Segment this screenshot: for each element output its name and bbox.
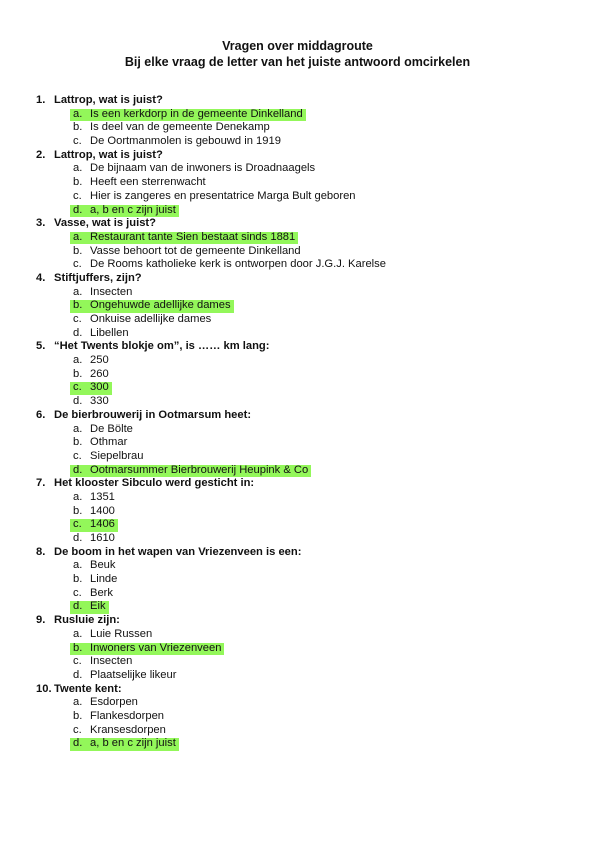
option-letter: d.: [73, 532, 83, 544]
option-letter: b.: [73, 244, 83, 257]
question-text: Lattrop, wat is juist?: [54, 148, 163, 161]
answer-option[interactable]: [0, 176, 595, 190]
answer-option-correct[interactable]: [0, 464, 595, 478]
answer-option[interactable]: [0, 559, 595, 573]
option-text: Berk: [90, 586, 114, 599]
answer-option[interactable]: [0, 395, 595, 409]
answer-option[interactable]: [0, 354, 595, 368]
question-item: [0, 149, 595, 217]
question-title: [0, 409, 595, 423]
option-letter: a.: [73, 627, 83, 640]
option-letter: a.: [73, 162, 83, 175]
answer-option[interactable]: [0, 724, 595, 738]
question-number: 8.: [36, 545, 46, 558]
option-text: Kransesdorpen: [90, 723, 166, 736]
option-text: De Rooms katholieke kerk is ontworpen door J.G.J. Karelse: [90, 258, 386, 271]
question-text: De boom in het wapen van Vriezenveen is een:: [54, 545, 302, 558]
option-text: Othmar: [90, 436, 128, 449]
answer-option[interactable]: [0, 368, 595, 382]
question-number: 10.: [36, 682, 52, 695]
option-letter: d.: [73, 600, 83, 613]
option-text: Siepelbrau: [90, 449, 144, 462]
answer-option[interactable]: [0, 258, 595, 272]
question-item: [0, 546, 595, 614]
option-text: Plaatselijke likeur: [90, 668, 177, 681]
answer-option-correct[interactable]: [0, 381, 595, 395]
answer-option[interactable]: [0, 162, 595, 176]
option-text: Onkuise adellijke dames: [90, 313, 212, 325]
answer-option[interactable]: [0, 505, 595, 519]
question-item: [0, 614, 595, 682]
option-text: a, b en c zijn juist: [90, 737, 176, 750]
option-text: 250: [90, 354, 109, 367]
option-text: Restaurant tante Sien bestaat sinds 1881: [90, 230, 296, 243]
answer-option[interactable]: [0, 135, 595, 149]
option-text: 1351: [90, 490, 115, 503]
question-title: [0, 94, 595, 108]
option-letter: a.: [73, 107, 83, 120]
option-letter: c.: [73, 258, 82, 271]
answer-option[interactable]: [0, 436, 595, 450]
option-letter: a.: [73, 696, 83, 709]
question-text: Twente kent:: [54, 682, 122, 695]
question-number: 4.: [36, 271, 46, 284]
option-letter: d.: [73, 668, 83, 681]
option-letter: b.: [73, 176, 83, 189]
document-subtitle: Bij elke vraag de letter van het juiste antwoord omcirkelen: [124, 55, 471, 69]
answer-option-correct[interactable]: [0, 737, 595, 751]
option-letter: b.: [73, 709, 83, 722]
option-text: Insecten: [90, 285, 133, 298]
answer-option-correct[interactable]: [0, 600, 595, 614]
option-text: 260: [90, 367, 109, 380]
option-letter: c.: [73, 381, 82, 394]
question-number: 2.: [36, 148, 46, 161]
option-text: De bijnaam van de inwoners is Droadnaagels: [90, 162, 316, 175]
option-text: Insecten: [90, 655, 133, 668]
answer-option-correct[interactable]: [0, 108, 595, 122]
question-item: [0, 409, 595, 477]
option-letter: a.: [73, 559, 83, 572]
option-text: Heeft een sterrenwacht: [90, 176, 206, 189]
option-letter: a.: [73, 230, 83, 243]
option-text: 1406: [90, 518, 115, 531]
question-title: [0, 546, 595, 560]
option-text: Is deel van de gemeente Denekamp: [90, 121, 270, 134]
option-text: 1400: [90, 504, 115, 517]
option-letter: b.: [73, 299, 83, 312]
question-number: 7.: [36, 477, 46, 490]
option-text: Flankesdorpen: [90, 709, 165, 722]
option-letter: b.: [73, 504, 83, 517]
question-text: Stiftjuffers, zijn?: [54, 271, 142, 284]
answer-option-correct[interactable]: [0, 518, 595, 532]
option-letter: a.: [73, 285, 83, 298]
answer-option[interactable]: [0, 573, 595, 587]
option-text: Is een kerkdorp in de gemeente Dinkelland: [90, 107, 303, 120]
answer-option[interactable]: [0, 655, 595, 669]
option-letter: c.: [73, 313, 82, 325]
option-text: a, b en c zijn juist: [90, 203, 176, 216]
question-number: 5.: [36, 340, 46, 353]
option-letter: c.: [73, 449, 82, 462]
option-letter: b.: [73, 641, 83, 654]
option-letter: b.: [73, 573, 83, 586]
option-letter: d.: [73, 203, 83, 216]
option-letter: a.: [73, 354, 83, 367]
option-text: Ongehuwde adellijke dames: [90, 299, 231, 312]
option-letter: c.: [73, 518, 82, 531]
answer-option[interactable]: [0, 587, 595, 601]
question-title: [0, 149, 595, 163]
option-letter: d.: [73, 395, 83, 408]
question-item: [0, 94, 595, 149]
answer-option[interactable]: [0, 423, 595, 437]
option-text: Beuk: [90, 559, 116, 572]
answer-option[interactable]: [0, 245, 595, 259]
option-letter: c.: [73, 189, 82, 202]
option-letter: c.: [73, 723, 82, 736]
option-text: Hier is zangeres en presentatrice Marga Bult geboren: [90, 189, 356, 202]
option-letter: a.: [73, 490, 83, 503]
answer-option-correct[interactable]: [0, 204, 595, 218]
question-text: Lattrop, wat is juist?: [54, 94, 163, 106]
option-text: Esdorpen: [90, 696, 138, 709]
option-letter: d.: [73, 463, 83, 476]
question-text: Het klooster Sibculo werd gesticht in:: [54, 477, 255, 490]
question-item: [0, 272, 595, 340]
answer-option[interactable]: [0, 286, 595, 300]
question-item: [0, 477, 595, 545]
question-text: “Het Twents blokje om”, is …… km lang:: [54, 340, 270, 353]
question-number: 1.: [36, 94, 46, 106]
option-text: Inwoners van Vriezenveen: [90, 641, 222, 654]
answer-option-correct[interactable]: [0, 231, 595, 245]
answer-option[interactable]: [0, 710, 595, 724]
answer-option-correct[interactable]: [0, 299, 595, 313]
question-list: [0, 94, 595, 751]
option-letter: c.: [73, 655, 82, 668]
answer-option[interactable]: [0, 327, 595, 341]
question-title: [0, 614, 595, 628]
option-text: 1610: [90, 532, 115, 544]
option-letter: c.: [73, 586, 82, 599]
option-letter: d.: [73, 737, 83, 750]
document-header: [0, 38, 595, 70]
option-text: De Oortmanmolen is gebouwd in 1919: [90, 135, 281, 148]
option-letter: a.: [73, 422, 83, 435]
question-text: Vasse, wat is juist?: [54, 217, 156, 230]
question-title: [0, 340, 595, 354]
option-letter: d.: [73, 326, 83, 339]
question-text: De bierbrouwerij in Ootmarsum heet:: [54, 408, 252, 421]
question-title: [0, 217, 595, 231]
question-number: 9.: [36, 614, 46, 627]
question-number: 3.: [36, 217, 46, 230]
option-letter: c.: [73, 135, 82, 148]
option-text: 300: [90, 381, 109, 394]
answer-option[interactable]: [0, 532, 595, 546]
answer-option[interactable]: [0, 313, 595, 327]
question-title: [0, 477, 595, 491]
question-title: [0, 272, 595, 286]
answer-option[interactable]: [0, 696, 595, 710]
document-title: Vragen over middagroute: [222, 39, 373, 53]
option-letter: b.: [73, 121, 83, 134]
answer-option[interactable]: [0, 628, 595, 642]
answer-option[interactable]: [0, 121, 595, 135]
option-text: Linde: [90, 573, 118, 586]
question-title: [0, 683, 595, 697]
option-letter: b.: [73, 436, 83, 449]
option-text: Eik: [90, 600, 106, 613]
answer-option[interactable]: [0, 491, 595, 505]
option-text: Libellen: [90, 326, 129, 339]
question-item: [0, 683, 595, 751]
answer-option[interactable]: [0, 669, 595, 683]
question-number: 6.: [36, 408, 46, 421]
option-text: 330: [90, 395, 109, 408]
question-item: [0, 340, 595, 408]
option-text: De Bölte: [90, 422, 133, 435]
question-text: Rusluie zijn:: [54, 614, 120, 627]
option-text: Luie Russen: [90, 627, 153, 640]
option-letter: b.: [73, 367, 83, 380]
answer-option[interactable]: [0, 190, 595, 204]
answer-option-correct[interactable]: [0, 642, 595, 656]
answer-option[interactable]: [0, 450, 595, 464]
question-item: [0, 217, 595, 272]
option-text: Vasse behoort tot de gemeente Dinkelland: [90, 244, 301, 257]
option-text: Ootmarsummer Bierbrouwerij Heupink & Co: [90, 463, 309, 476]
